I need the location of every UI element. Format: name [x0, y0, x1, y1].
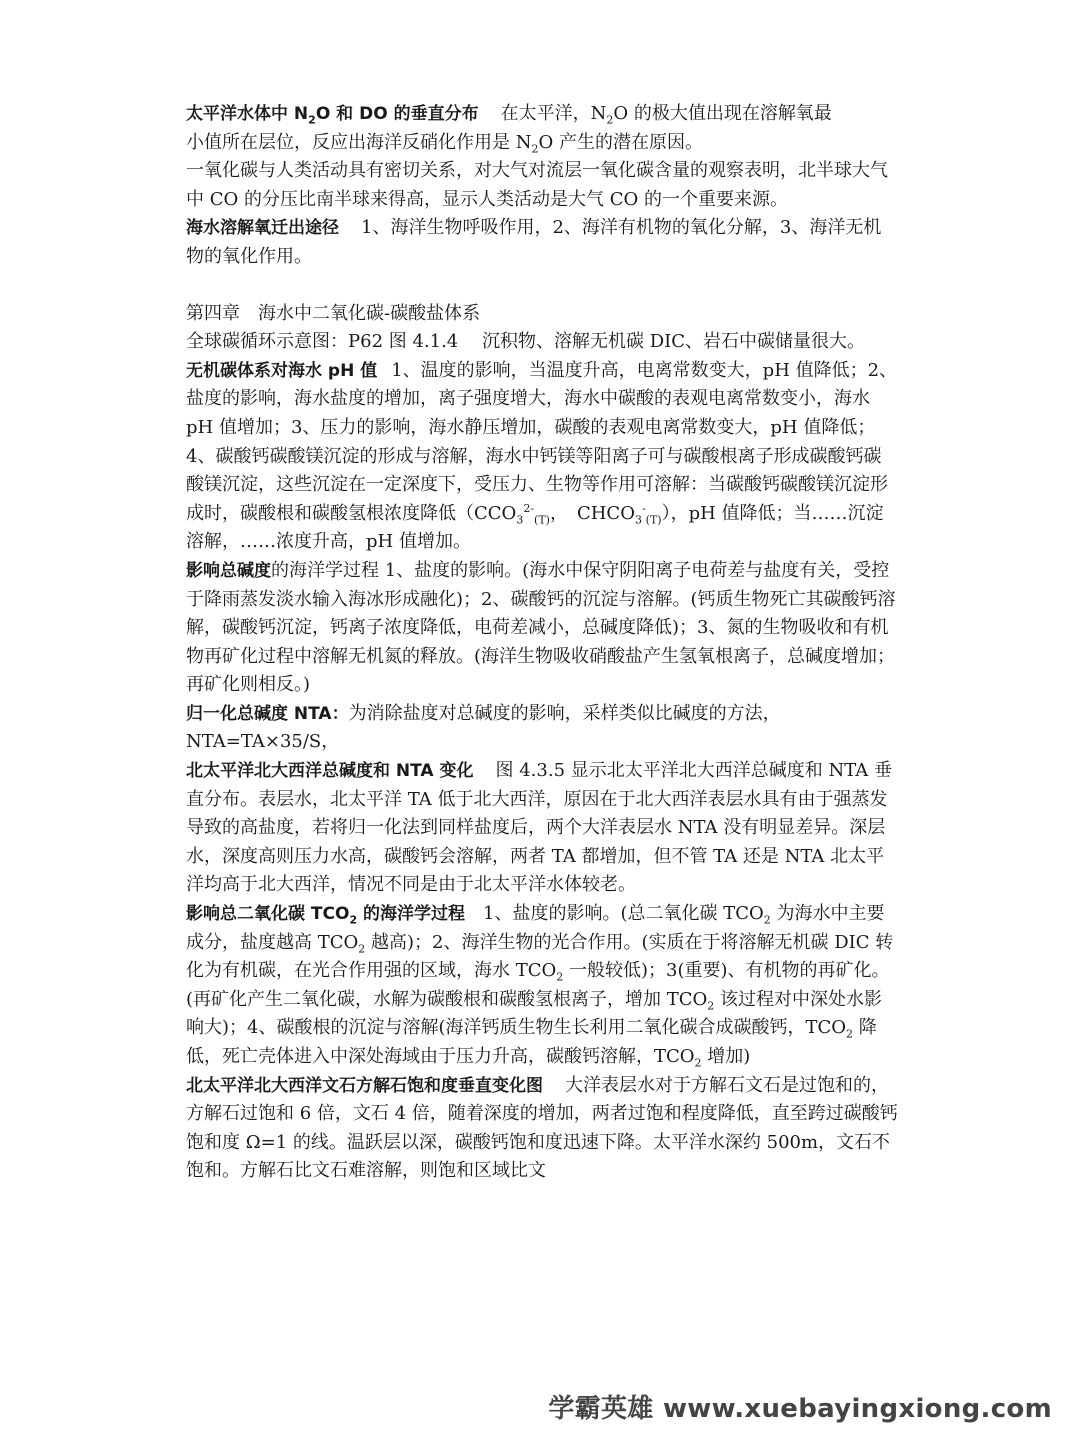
subscript: 2 [531, 142, 539, 156]
heading-text: 的海洋学过程 [357, 904, 466, 925]
body-text: ， CHCO [549, 502, 635, 524]
heading-text: O 和 DO 的垂直分布 [315, 104, 479, 124]
body-text: 1、温度的影响，当温度升高，电离常数变大，pH 值降低；2、盐度的影响，海水盐度的增加，离子强度增大，海水中碳酸的表观电离常数变小，海水 pH 值增加；3、压力的影响，海水静压增加，碳酸的表观电离常数变大，pH 值降低；4、碳酸钙碳酸镁沉淀的形成与溶解，海水中钙镁等阳离子可与碳酸根离子形成碳酸钙碳酸镁沉淀，这些沉淀在一定深度下，受压力、生物等作用可溶解：当碳酸钙碳酸镁沉淀形成时，碳酸根和碳酸氢根浓度降低（CCO [186, 359, 898, 524]
paragraph-n2o-origin [186, 129, 898, 158]
subscript: 2 [606, 113, 614, 127]
heading-text: 影响总二氧化碳 TCO [186, 904, 350, 925]
paragraph-total-alkalinity [186, 557, 898, 700]
paragraph-n2o-do [186, 100, 898, 129]
superscript: 2- [523, 501, 535, 515]
section-heading: 北太平洋北大西洋总碱度和 NTA 变化 [186, 761, 474, 782]
body-text: 一般较低)；3(重要)、有机物的再矿化。(再矿化产生二氧化碳，水解为碳酸根和碳酸氢根离子，增加 TCO [186, 960, 890, 1010]
body-text: 1、海洋生物呼吸作用，2、海洋有机物的氧化分解，3、海洋无机物的氧化作用。 [186, 217, 882, 267]
body-text: 为消除盐度对总碱度的影响，采样类似比碱度的方法，NTA=TA×35/S， [186, 702, 781, 753]
body-text: ），pH 值降低；当……沉淀溶解，……浓度升高，pH 值增加。 [186, 502, 884, 553]
paragraph-tco2 [186, 900, 898, 1072]
body-text: 越高)；2、海洋生物的光合作用。(实质在于将溶解无机碳 DIC 转化为有机碳，在光合作用强的区域，海水 TCO [186, 931, 894, 982]
paragraph-nta [186, 700, 898, 757]
paragraph-north-ta [186, 757, 898, 900]
section-heading: 海水溶解氧迁出途径 [186, 218, 339, 239]
body-text: 1、盐度的影响。(总二氧化碳 TCO [483, 903, 764, 925]
body-text: 大洋表层水对于方解石文石是过饱和的，方解石过饱和 6 倍，文石 4 倍，随着深度的增加，两者过饱和程度降低，直至跨过碳酸钙饱和度 Ω=1 的线。温跃层以深，碳酸钙饱和度迅速下降。太平洋水深约 500m，文石不饱和。方解石比文石难溶解，则饱和区域比文 [186, 1074, 898, 1182]
subscript: 3 [634, 513, 642, 527]
body-text: 为海水中主要成分，盐度越高 TCO [186, 903, 885, 953]
subscript: 2 [707, 999, 715, 1013]
body-text: O 产生的潜在原因。 [538, 131, 703, 153]
body-text: 的海洋学过程 1、盐度的影响。(海水中保守阴阳离子电荷差与盐度有关，受控于降雨蒸发淡水输入海冰形成融化)；2、碳酸钙的沉淀与溶解。(钙质生物死亡其碳酸钙溶解，碳酸钙沉淀，钙离子浓度降低，电荷差减小，总碱度降低)；3、氮的生物吸收和有机物再矿化过程中溶解无机氮的释放。(海洋生物吸收硝酸盐产生氢氧根离子，总碱度增加；再矿化则相反。) [186, 559, 896, 696]
body-text: 图 4.3.5 显示北太平洋北大西洋总碱度和 NTA 垂直分布。表层水，北太平洋 TA 低于北大西洋，原因在于北大西洋表层水具有由于强蒸发导致的高盐度，若将归一化法到同样盐度后，两个大洋表层水 NTA 没有明显差异。深层水，深度高则压力水高，碳酸钙会溶解，两者 TA 都增加，但不管 TA 还是 NTA 北太平洋均高于北大西洋，情况不同是由于北太平洋水体较老。 [186, 760, 892, 896]
subscript: 2 [308, 113, 316, 127]
subscript: 2 [763, 913, 771, 927]
subscript: (T) [534, 513, 550, 527]
subscript: 2 [694, 1056, 702, 1070]
section-heading: 影响总碱度 [186, 560, 271, 581]
subscript: 2 [349, 913, 358, 927]
section-heading: 北太平洋北大西洋文石方解石饱和度垂直变化图 [186, 1075, 543, 1096]
body-text: 该过程对中深处水影响大)；4、碳酸根的沉淀与溶解(海洋钙质生物生长利用二氧化碳合成碳酸钙，TCO [186, 988, 883, 1039]
paragraph-saturation [186, 1072, 898, 1186]
heading-text: 太平洋水体中 N [186, 104, 309, 124]
paragraph-ph [186, 357, 898, 557]
body-text: 在太平洋，N [500, 103, 607, 124]
section-heading: 归一化总碱度 NTA： [186, 703, 349, 724]
document-body [186, 100, 898, 1186]
superscript: - [641, 501, 646, 515]
subscript: (T) [645, 513, 662, 527]
body-text: 小值所在层位，反应出海洋反硝化作用是 N [186, 131, 532, 153]
subscript: 2 [846, 1028, 854, 1041]
subscript: 3 [516, 513, 524, 527]
site-watermark: 学霸英雄 www.xuebayingxiong.com [548, 1394, 1052, 1424]
section-heading [186, 904, 466, 927]
chapter-title: 第四章 海水中二氧化碳-碳酸盐体系 [186, 302, 481, 324]
body-text: 增加) [701, 1046, 751, 1067]
paragraph-carbon-cycle: 全球碳循环示意图：P62 图 4.1.4 沉积物、溶解无机碳 DIC、岩石中碳储量很大。 [186, 331, 866, 353]
subscript: 2 [358, 942, 366, 956]
paragraph-oxygen-removal [186, 214, 898, 271]
body-text: O 的极大值出现在溶解氧最 [613, 103, 832, 124]
subscript: 2 [556, 970, 564, 984]
body-text: 降低，死亡壳体进入中深处海域由于压力升高，碳酸钙溶解，TCO [186, 1017, 877, 1067]
paragraph-co: 一氧化碳与人类活动具有密切关系，对大气对流层一氧化碳含量的观察表明，北半球大气中 CO 的分压比南半球来得高，显示人类活动是大气 CO 的一个重要来源。 [186, 160, 888, 210]
section-heading [186, 104, 479, 127]
section-heading: 无机碳体系对海水 pH 值 [186, 360, 378, 381]
